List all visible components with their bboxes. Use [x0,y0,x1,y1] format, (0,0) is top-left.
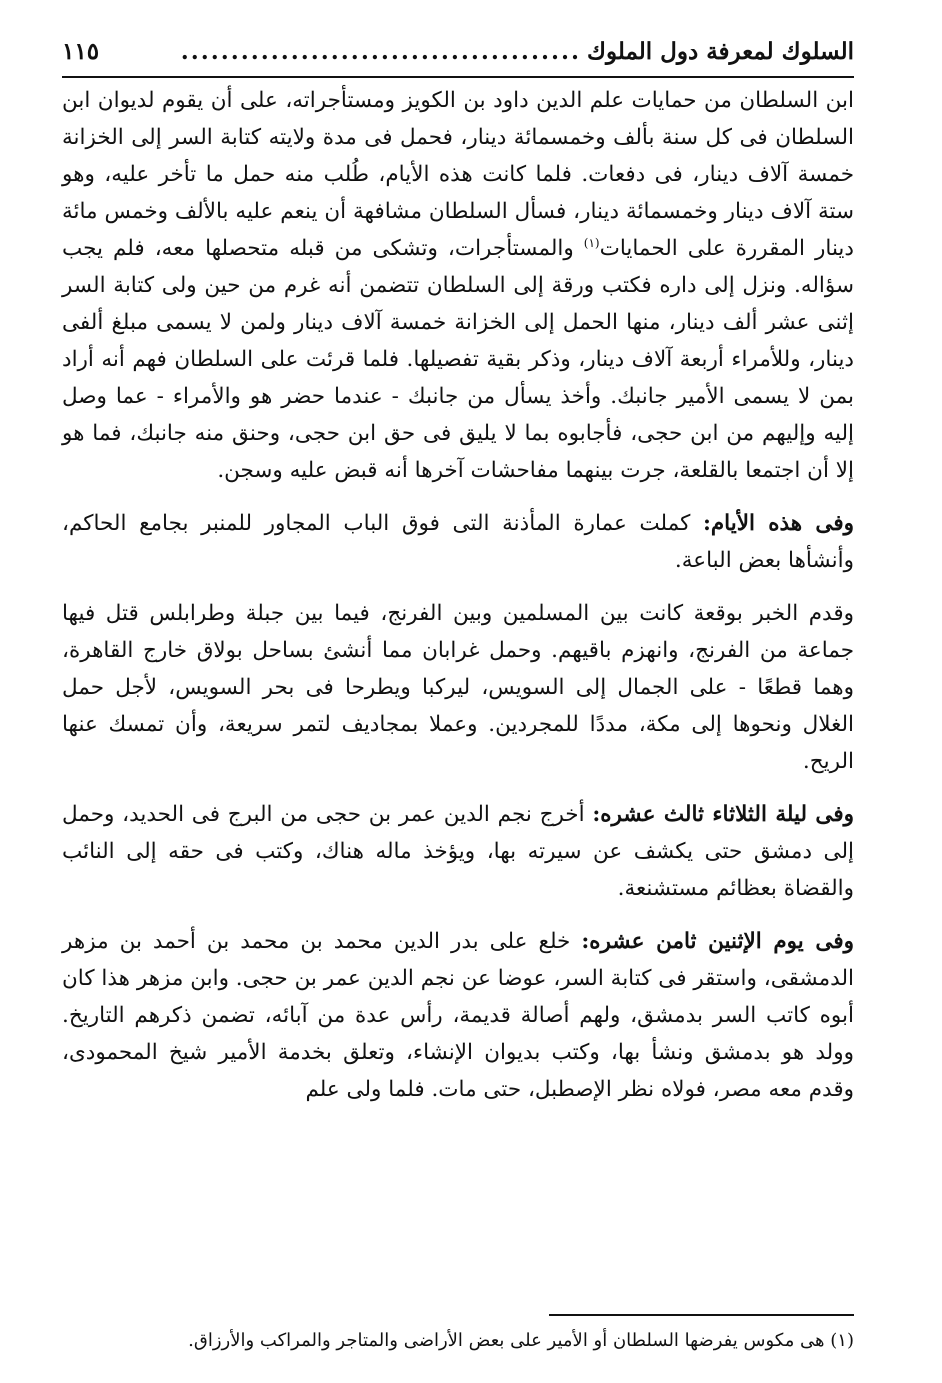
page-number: ١١٥ [62,38,100,65]
running-title: السلوك لمعرفة دول الملوك [586,38,854,65]
paragraph-text: كملت عمارة المأذنة التى فوق الباب المجاور للمنبر بجامع الحاكم، وأنشأها بعض الباعة. [62,511,854,573]
book-page [62,28,854,1383]
footnote-marker: (١) [583,235,600,250]
paragraph-text-continued: والمستأجرات، وتشكى من قبله متحصلها معه، فلم يجب سؤاله. ونزل إلى داره فكتب ورقة إلى السلطان تتضمن أنه غرم من حين ولى كتابة السر إثنى عشر ألف دينار، منها الحمل إلى الخزانة خمسة آلاف دينار ولمن لا يسمى مبلغ ألفى دينار، وللأمراء أربعة آلاف دينار، وذكر بقية تفصيلها. فلما قرئت على السلطان فهم أنه أراد بمن لا يسمى الأمير جانبك. وأخذ يسأل من جانبك - عندما حضر هو والأمراء - عما وصل إليه وإليهم من ابن حجى، فأجابوه بما لا يليق فى حق ابن حجى، وحنق منه جانبك، فما هو إلا أن اجتمعا بالقلعة، جرت بينهما مفاحشات آخرها أنه قبض عليه وسجن. [62,236,854,483]
dot-leader: ........................................ [180,38,581,65]
paragraph-lead: وفى يوم الإثنين ثامن عشره: [581,929,854,954]
paragraph-text: ابن السلطان من حمايات علم الدين داود بن الكويز ومستأجراته، على أن يقوم لديوان ابن السلطان فى كل سنة بألف وخمسمائة دينار، فحمل فى مدة ولايته كتابة السر إلى الخزانة خمسة آلاف دينار، فى دفعات. فلما كانت هذه الأيام، طُلب منه حمل ما تأخر عليه، وهو ستة آلاف دينار وخمسمائة دينار، فسأل السلطان مشافهة أن ينعم عليه بالألف وخمس مائة دينار المقررة على الحمايات [62,88,854,261]
footnote: (١) هى مكوس يفرضها السلطان أو الأمير على بعض الأراضى والمتاجر والمراكب والأرزاق. [188,1330,854,1351]
paragraph-text: وقدم الخبر بوقعة كانت بين المسلمين وبين الفرنج، فيما بين جبلة وطرابلس قتل فيها جماعة من الفرنج، وانهزم باقيهم. وحمل غرابان مما أنشئ بساحل بولاق خارج القاهرة، وهما قطعًا - على الجمال إلى السويس، ليركبا ويطرحا فى بحر السويس، لأجل حمل الغلال ونحوها إلى مكة، مددًا للمجردين. وعملا بمجاديف لتمر سريعة، وأن تمسك عنها الريح. [62,601,854,774]
paragraph-lead: وفى هذه الأيام: [702,511,854,536]
body-text [62,82,854,1108]
paragraph-3 [62,595,854,780]
paragraph-text: خلع على بدر الدين محمد بن محمد بن أحمد بن مزهر الدمشقى، واستقر فى كتابة السر، عوضا عن نجم الدين عمر بن حجى. وابن مزهر هذا كان أبوه كاتب السر بدمشق، ولهم أصالة قديمة، رأس عدة من آبائه، تضمن ذكرهم التاريخ. وولد هو بدمشق ونشأ بها، وكتب بديوان الإنشاء، وتعلق بخدمة الأمير شيخ المحمودى، وقدم معه مصر، فولاه نظر الإصطبل، حتى مات. فلما ولى علم [62,929,854,1102]
paragraph-5 [62,923,854,1108]
footnote-rule [549,1314,854,1316]
paragraph-2 [62,505,854,579]
paragraph-lead: وفى ليلة الثلاثاء ثالث عشره: [592,802,854,827]
paragraph-1 [62,82,854,489]
paragraph-4 [62,796,854,907]
paragraph-text: أخرج نجم الدين عمر بن حجى من البرج فى الحديد، وحمل إلى دمشق حتى يكشف عن سيرته بها، ويؤخذ ماله هناك، وكتب فى حقه إلى النائب والقضاة بعظائم مستشنعة. [62,802,854,901]
page-header [62,28,854,78]
